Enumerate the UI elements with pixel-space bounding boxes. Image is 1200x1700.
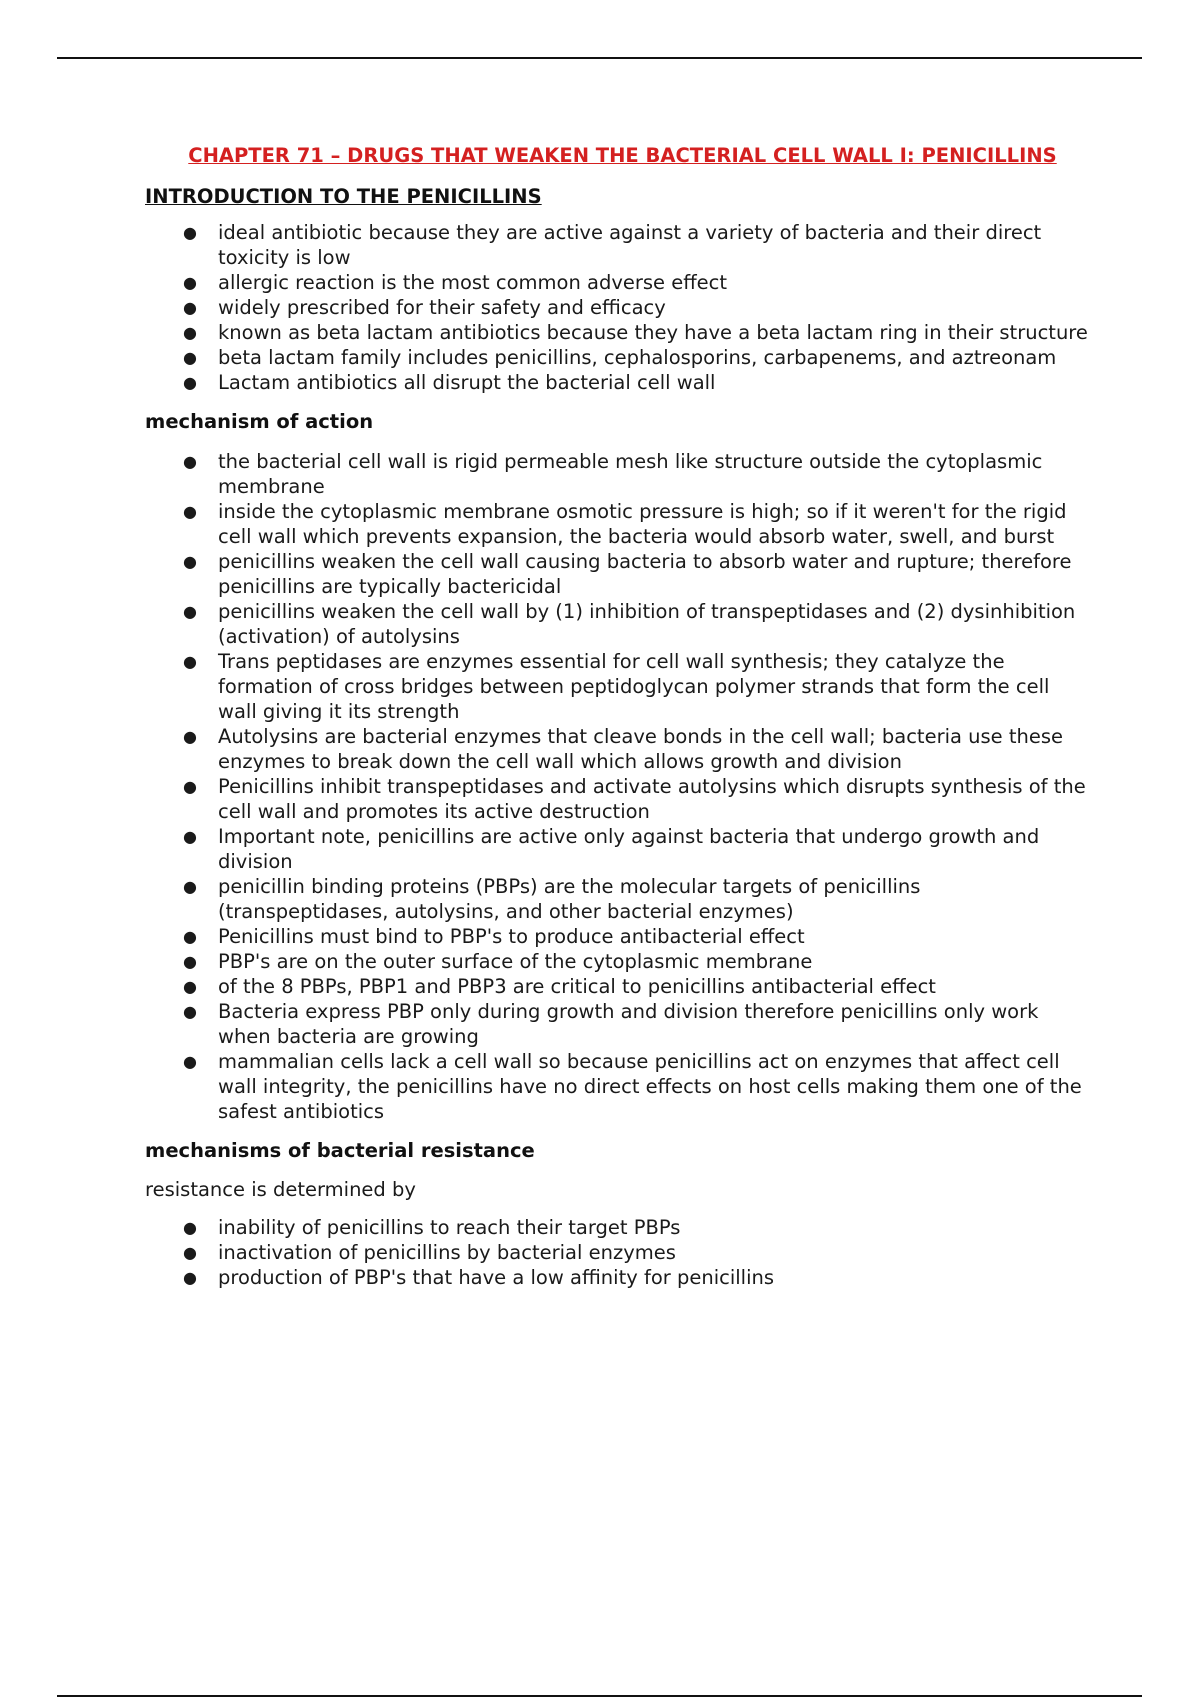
list-item (145, 370, 1090, 395)
list-item (145, 949, 1090, 974)
bullet-icon: ● (183, 452, 197, 471)
list-item-text: known as beta lactam antibiotics because they have a beta lactam ring in their structure (218, 321, 1088, 344)
top-page-rule (57, 57, 1142, 59)
list-item (145, 774, 1090, 824)
document-body (145, 142, 1090, 1290)
list-item-text: Important note, penicillins are active only against bacteria that undergo growth and division (218, 825, 1040, 873)
list-item (145, 270, 1090, 295)
list-item (145, 1240, 1090, 1265)
list-item-text: of the 8 PBPs, PBP1 and PBP3 are critical to penicillins antibacterial effect (218, 975, 936, 998)
bullet-icon: ● (183, 273, 197, 292)
bullet-icon: ● (183, 602, 197, 621)
mechanism-heading: mechanism of action (145, 410, 374, 433)
bullet-icon: ● (183, 652, 197, 671)
bullet-icon: ● (183, 1002, 197, 1021)
list-item (145, 345, 1090, 370)
introduction-list (145, 220, 1090, 395)
list-item-text: Lactam antibiotics all disrupt the bacterial cell wall (218, 371, 716, 394)
list-item (145, 599, 1090, 649)
mechanism-list (145, 449, 1090, 1124)
list-item (145, 924, 1090, 949)
list-item-text: inability of penicillins to reach their target PBPs (218, 1216, 681, 1239)
list-item-text: penicillins weaken the cell wall by (1) inhibition of transpeptidases and (2) dysinhibition (activation) of autolysins (218, 600, 1076, 648)
bullet-icon: ● (183, 952, 197, 971)
bullet-icon: ● (183, 1218, 197, 1237)
chapter-title: CHAPTER 71 – DRUGS THAT WEAKEN THE BACTERIAL CELL WALL I: PENICILLINS (188, 144, 1057, 167)
list-item-text: Trans peptidases are enzymes essential for cell wall synthesis; they catalyze the formation of cross bridges between peptidoglycan polymer strands that form the cell wall giving it its strength (218, 650, 1050, 723)
bullet-icon: ● (183, 727, 197, 746)
list-item-text: widely prescribed for their safety and efficacy (218, 296, 666, 319)
list-item-text: ideal antibiotic because they are active against a variety of bacteria and their direct toxicity is low (218, 221, 1042, 269)
list-item-text: mammalian cells lack a cell wall so because penicillins act on enzymes that affect cell wall integrity, the penicillins have no direct effects on host cells making them one of the safest antibiotics (218, 1050, 1082, 1123)
bullet-icon: ● (183, 1052, 197, 1071)
list-item-text: Bacteria express PBP only during growth and division therefore penicillins only work when bacteria are growing (218, 1000, 1039, 1048)
bullet-icon: ● (183, 827, 197, 846)
list-item (145, 1215, 1090, 1240)
list-item-text: beta lactam family includes penicillins, cephalosporins, carbapenems, and aztreonam (218, 346, 1057, 369)
list-item (145, 649, 1090, 724)
bullet-icon: ● (183, 877, 197, 896)
list-item (145, 220, 1090, 270)
list-item-text: inactivation of penicillins by bacterial enzymes (218, 1241, 676, 1264)
list-item-text: Penicillins inhibit transpeptidases and activate autolysins which disrupts synthesis of the cell wall and promotes its active destruction (218, 775, 1086, 823)
list-item-text: Penicillins must bind to PBP's to produce antibacterial effect (218, 925, 805, 948)
bullet-icon: ● (183, 298, 197, 317)
bullet-icon: ● (183, 552, 197, 571)
list-item (145, 499, 1090, 549)
introduction-heading: INTRODUCTION TO THE PENICILLINS (145, 185, 542, 208)
list-item (145, 295, 1090, 320)
resistance-list (145, 1215, 1090, 1290)
bullet-icon: ● (183, 927, 197, 946)
resistance-heading: mechanisms of bacterial resistance (145, 1139, 535, 1162)
list-item (145, 320, 1090, 345)
list-item (145, 999, 1090, 1049)
list-item-text: PBP's are on the outer surface of the cytoplasmic membrane (218, 950, 813, 973)
list-item (145, 824, 1090, 874)
resistance-intro-text: resistance is determined by (145, 1178, 416, 1201)
bullet-icon: ● (183, 323, 197, 342)
list-item-text: the bacterial cell wall is rigid permeable mesh like structure outside the cytoplasmic membrane (218, 450, 1043, 498)
list-item-text: penicillin binding proteins (PBPs) are the molecular targets of penicillins (transpeptidases, autolysins, and other bacterial enzymes) (218, 875, 921, 923)
list-item (145, 1265, 1090, 1290)
list-item (145, 449, 1090, 499)
bullet-icon: ● (183, 223, 197, 242)
list-item (145, 874, 1090, 924)
bullet-icon: ● (183, 1243, 197, 1262)
bullet-icon: ● (183, 373, 197, 392)
list-item-text: allergic reaction is the most common adverse effect (218, 271, 728, 294)
list-item-text: production of PBP's that have a low affinity for penicillins (218, 1266, 775, 1289)
bottom-page-rule (57, 1695, 1142, 1697)
bullet-icon: ● (183, 1268, 197, 1287)
list-item-text: inside the cytoplasmic membrane osmotic pressure is high; so if it weren't for the rigid cell wall which prevents expansion, the bacteria would absorb water, swell, and burst (218, 500, 1067, 548)
list-item (145, 724, 1090, 774)
list-item (145, 549, 1090, 599)
list-item-text: penicillins weaken the cell wall causing bacteria to absorb water and rupture; therefore penicillins are typically bactericidal (218, 550, 1072, 598)
list-item (145, 1049, 1090, 1124)
bullet-icon: ● (183, 977, 197, 996)
bullet-icon: ● (183, 777, 197, 796)
bullet-icon: ● (183, 348, 197, 367)
list-item-text: Autolysins are bacterial enzymes that cleave bonds in the cell wall; bacteria use these enzymes to break down the cell wall which allows growth and division (218, 725, 1064, 773)
list-item (145, 974, 1090, 999)
bullet-icon: ● (183, 502, 197, 521)
